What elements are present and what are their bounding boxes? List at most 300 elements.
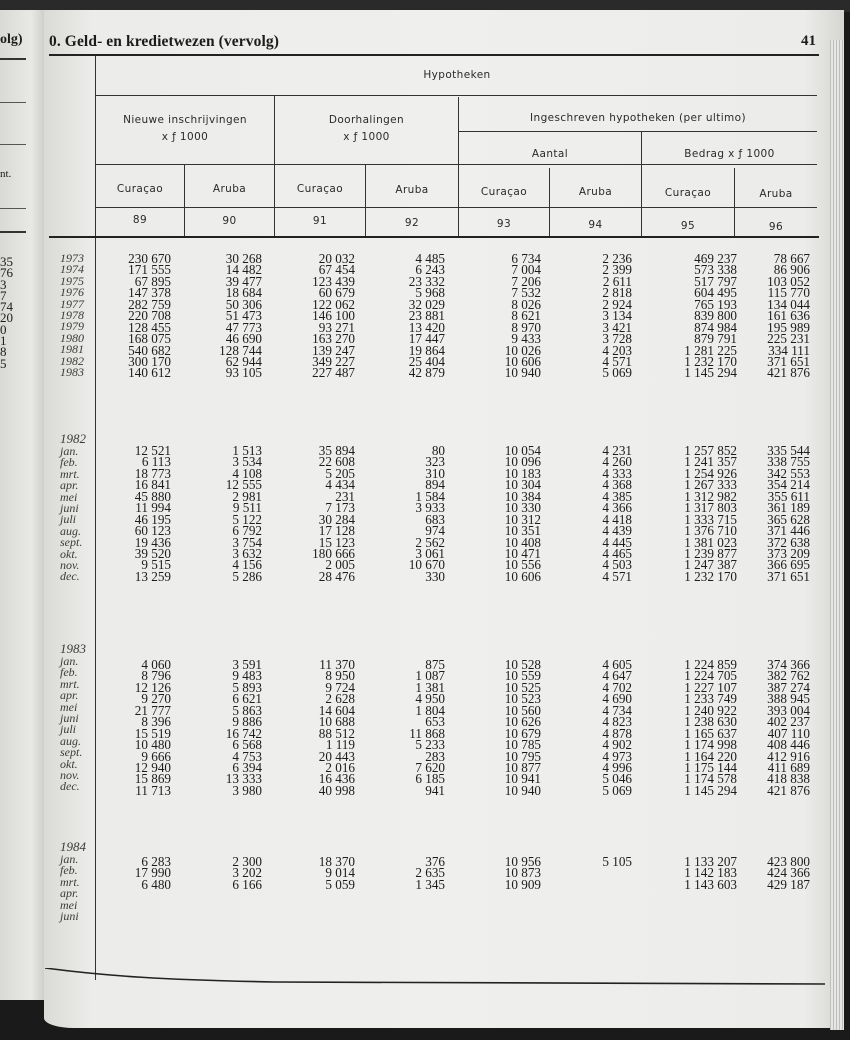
cell-value: 342 553: [767, 465, 810, 481]
group-label: Nieuwe inschrijvingen: [123, 114, 247, 126]
cell-value: 765 193: [694, 296, 737, 312]
cell-value: 4 878: [602, 725, 632, 741]
data-column-95: [684, 445, 737, 582]
row-label: 1978: [60, 307, 84, 322]
cell-value: 9 014: [325, 865, 355, 881]
row-label: sept.: [60, 745, 83, 760]
cell-value: 4 156: [232, 557, 262, 573]
row-label: 1980: [60, 330, 84, 345]
cell-value: 60 679: [318, 285, 355, 301]
cell-value: 78 667: [773, 251, 810, 266]
cell-value: 4 753: [232, 748, 262, 764]
cell-value: 1 119: [325, 737, 355, 753]
cell-value: 6 394: [232, 759, 262, 775]
group-unit: x ƒ 1000: [343, 131, 390, 143]
row-stub-1982: [60, 433, 86, 583]
cell-value: 4 368: [602, 477, 632, 493]
cell-value: 5 863: [232, 702, 262, 718]
cell-value: 2 562: [415, 534, 445, 550]
subgroup-header-count: Aantal: [531, 148, 569, 160]
cell-value: 18 773: [134, 465, 171, 481]
data-column-95: [684, 856, 737, 890]
cell-value: 12 940: [134, 759, 171, 775]
cell-value: 387 274: [767, 679, 810, 695]
section-heading: 1983: [60, 641, 86, 656]
cell-value: 10 525: [504, 679, 541, 695]
cell-value: 4 605: [602, 657, 632, 672]
cell-value: 365 628: [767, 511, 810, 527]
left-page-number: 0: [0, 321, 7, 337]
cell-value: 10 304: [504, 477, 541, 493]
cell-value: 10 688: [318, 714, 355, 730]
cell-value: 35 894: [318, 443, 355, 458]
row-stub-1984: [60, 841, 86, 922]
group-header-new-registrations: [96, 112, 274, 146]
row-label: mei: [60, 489, 78, 504]
cell-value: 879 791: [694, 331, 737, 347]
column-number: 90: [222, 215, 237, 227]
header-rule: [95, 207, 817, 208]
cell-value: 7 004: [511, 262, 541, 278]
row-label: feb.: [60, 863, 78, 878]
cell-value: 10 941: [504, 771, 541, 787]
cell-value: 2 981: [232, 488, 262, 504]
cell-value: 5 105: [602, 854, 632, 869]
cell-value: 376: [425, 854, 445, 869]
cell-value: 3 632: [232, 545, 262, 561]
row-label: aug.: [60, 733, 81, 748]
row-label: 1975: [60, 273, 84, 288]
left-page-number: 76: [0, 265, 13, 281]
cell-value: 93 271: [318, 319, 355, 335]
cell-value: 3 980: [232, 782, 262, 798]
cell-value: 8 621: [511, 308, 541, 324]
cell-value: 4 108: [232, 465, 262, 481]
row-label: mrt.: [60, 466, 80, 481]
cell-value: 103 052: [767, 273, 810, 289]
cell-value: 1 333 715: [684, 511, 737, 527]
row-label: dec.: [60, 779, 80, 794]
cell-value: 51 473: [225, 308, 262, 324]
cell-value: 161 636: [767, 308, 810, 324]
data-column-96: [767, 445, 810, 582]
cell-value: 86 906: [773, 262, 810, 278]
cell-value: 9 270: [141, 691, 171, 707]
cell-value: 50 306: [225, 296, 262, 312]
cell-value: 88 512: [318, 725, 355, 741]
cell-value: 16 841: [134, 477, 171, 493]
cell-value: 10 873: [504, 865, 541, 881]
cell-value: 2 236: [602, 251, 632, 266]
data-column-92: [409, 659, 445, 796]
cell-value: 2 924: [602, 296, 632, 312]
group-header-registered-mortgages: Ingeschreven hypotheken (per ultimo): [530, 112, 746, 124]
data-column-91: [319, 856, 355, 890]
cell-value: 19 436: [134, 534, 171, 550]
cell-value: 839 800: [694, 308, 737, 324]
column-number: 92: [404, 217, 420, 229]
cell-value: 10 183: [504, 465, 541, 481]
cell-value: 2 016: [325, 759, 355, 775]
cell-value: 1 142 183: [684, 865, 737, 881]
cell-value: 894: [425, 477, 445, 493]
cell-value: 4 434: [325, 477, 355, 493]
cell-value: 10 026: [504, 342, 541, 358]
cell-value: 67 454: [318, 262, 355, 278]
cell-value: 10 956: [504, 854, 541, 869]
cell-value: 371 651: [767, 353, 810, 369]
cell-value: 402 237: [767, 714, 810, 730]
cell-value: 1 804: [415, 702, 445, 718]
data-column-91: [312, 445, 355, 582]
cell-value: 300 170: [128, 353, 171, 369]
cell-value: 424 366: [767, 865, 810, 881]
cell-value: 2 399: [602, 262, 632, 278]
left-page-rule: [0, 102, 26, 103]
cell-value: 10 054: [504, 443, 541, 458]
cell-value: 3 202: [232, 865, 262, 881]
cell-value: 6 283: [141, 854, 171, 869]
cell-value: 1 174 578: [684, 771, 737, 787]
cell-value: 1 175 144: [684, 759, 737, 775]
cell-value: 2 611: [602, 273, 632, 289]
cell-value: 45 880: [134, 488, 171, 504]
cell-value: 140 612: [128, 365, 171, 381]
cell-value: 39 520: [134, 545, 171, 561]
row-label: juli: [60, 722, 77, 737]
cell-value: 122 062: [312, 296, 355, 312]
cell-value: 5 046: [602, 771, 632, 787]
row-stub-years: [60, 253, 84, 378]
cell-value: 418 838: [767, 771, 810, 787]
column-number: 93: [496, 218, 512, 230]
left-page-number: 74: [0, 299, 13, 315]
cell-value: 573 338: [694, 262, 737, 278]
row-label: juni: [60, 908, 79, 923]
cell-value: 7 173: [325, 500, 355, 516]
cell-value: 3 061: [415, 545, 445, 561]
row-label: 1979: [60, 319, 84, 334]
cell-value: 10 940: [504, 365, 541, 381]
cell-value: 3 728: [602, 331, 632, 347]
data-column-90: [219, 253, 262, 379]
cell-value: 1 312 982: [684, 488, 737, 504]
cell-value: 1 165 637: [684, 725, 737, 741]
row-label: 1977: [60, 296, 84, 311]
cell-value: 220 708: [128, 308, 171, 324]
cell-value: 1 376 710: [684, 523, 737, 539]
cell-value: 1 247 387: [684, 557, 737, 573]
left-page-rule: [0, 208, 26, 209]
cell-value: 10 408: [504, 534, 541, 550]
cell-value: 1 254 926: [684, 465, 737, 481]
cell-value: 80: [431, 443, 445, 458]
cell-value: 67 895: [134, 273, 171, 289]
cell-value: 9 886: [232, 714, 262, 730]
cell-value: 1 232 170: [684, 353, 737, 369]
cell-value: 10 909: [504, 876, 541, 892]
left-facing-page: [0, 10, 44, 1000]
row-stub-1983: [60, 643, 86, 793]
cell-value: 421 876: [767, 365, 810, 381]
column-label: Curaçao: [116, 183, 164, 195]
cell-value: 231: [335, 488, 355, 504]
cell-value: 42 879: [408, 365, 445, 381]
cell-value: 23 332: [408, 273, 445, 289]
cell-value: 39 477: [225, 273, 262, 289]
cell-value: 9 483: [232, 668, 262, 684]
cell-value: 4 996: [602, 759, 632, 775]
row-label: mei: [60, 897, 78, 912]
cell-value: 4 571: [602, 353, 632, 369]
cell-value: 1 257 852: [684, 443, 737, 458]
header-rule: [95, 95, 817, 96]
cell-value: 382 762: [767, 668, 810, 684]
data-column-90: [226, 659, 262, 796]
cell-value: 421 876: [767, 782, 810, 798]
cell-value: 6 621: [232, 691, 262, 707]
data-column-96: [767, 856, 810, 890]
group-label: Doorhalingen: [328, 114, 405, 126]
cell-value: 4 439: [602, 523, 632, 539]
data-column-93: [505, 253, 541, 379]
cell-value: 3 933: [415, 500, 445, 516]
cell-value: 604 495: [694, 285, 737, 301]
cell-value: 4 823: [602, 714, 632, 730]
cell-value: 1 281 225: [684, 342, 737, 358]
row-label: 1981: [60, 342, 84, 357]
cell-value: 22 608: [318, 454, 355, 470]
left-page-note-fragment: nt.: [0, 168, 12, 180]
cell-value: 11 370: [319, 657, 355, 672]
row-label: mei: [60, 699, 78, 714]
column-label: Curaçao: [664, 187, 712, 199]
cell-value: 1 143 603: [684, 876, 737, 892]
row-label: okt.: [60, 756, 78, 771]
cell-value: 5 205: [325, 465, 355, 481]
cell-value: 3 134: [602, 308, 632, 324]
left-page-number: 1: [0, 333, 7, 349]
row-label: nov.: [60, 557, 80, 572]
cell-value: 6 185: [415, 771, 445, 787]
cell-value: 334 111: [768, 342, 810, 358]
cell-value: 8 396: [141, 714, 171, 730]
column-number: 89: [132, 214, 148, 226]
cell-value: 17 128: [318, 523, 355, 539]
cell-value: 372 638: [767, 534, 810, 550]
cell-value: 19 864: [408, 342, 445, 358]
cell-value: 195 989: [767, 319, 810, 335]
cell-value: 974: [425, 523, 445, 539]
cell-value: 8 026: [511, 296, 541, 312]
cell-value: 5 122: [232, 511, 262, 527]
left-page-number: 5: [0, 355, 7, 371]
cell-value: 30 284: [318, 511, 355, 527]
cell-value: 10 626: [504, 714, 541, 730]
cell-value: 10 606: [504, 568, 541, 584]
data-column-93: [505, 856, 541, 890]
cell-value: 4 418: [602, 511, 632, 527]
cell-value: 4 950: [415, 691, 445, 707]
cell-value: 1 239 877: [684, 545, 737, 561]
cell-value: 4 385: [602, 488, 632, 504]
left-page-rule: [0, 58, 26, 60]
cell-value: 60 123: [134, 523, 171, 539]
column-label: Aruba: [395, 184, 429, 196]
left-page-rule: [0, 144, 26, 145]
cell-value: 517 797: [694, 273, 737, 289]
cell-value: 408 446: [767, 737, 810, 753]
cell-value: 10 096: [504, 454, 541, 470]
column-number: 94: [588, 219, 603, 231]
table-title: Hypotheken: [423, 69, 491, 81]
row-label: apr.: [60, 886, 79, 901]
cell-value: 180 666: [312, 545, 355, 561]
cell-value: 13 333: [225, 771, 262, 787]
cell-value: 12 521: [134, 443, 171, 458]
cell-value: 6 243: [415, 262, 445, 278]
cell-value: 10 606: [504, 353, 541, 369]
cell-value: 4 571: [602, 568, 632, 584]
data-column-89: [128, 253, 171, 379]
data-column-92: [409, 445, 445, 582]
cell-value: 10 523: [504, 691, 541, 707]
data-column-96: [767, 253, 810, 379]
data-column-90: [232, 856, 262, 890]
cell-value: 9 666: [141, 748, 171, 764]
cell-value: 6 113: [141, 454, 171, 470]
cell-value: 1 224 859: [684, 657, 737, 672]
cell-value: 6 734: [511, 251, 541, 266]
cell-value: 3 754: [232, 534, 262, 550]
cell-value: 93 105: [225, 365, 262, 381]
cell-value: 355 611: [767, 488, 810, 504]
cell-value: 941: [425, 782, 445, 798]
cell-value: 4 060: [141, 657, 171, 672]
row-label: juni: [60, 500, 79, 515]
column-label: Curaçao: [296, 183, 344, 195]
cell-value: 1 240 922: [684, 702, 737, 718]
running-title: 0. Geld- en kredietwezen (vervolg): [49, 33, 279, 50]
bottom-rule: [45, 968, 825, 988]
row-label: feb.: [60, 455, 78, 470]
cell-value: 10 785: [504, 737, 541, 753]
column-label: Aruba: [212, 183, 247, 195]
cell-value: 128 455: [128, 319, 171, 335]
data-column-89: [135, 856, 171, 890]
data-column-91: [319, 659, 355, 796]
cell-value: 1 233 749: [684, 691, 737, 707]
cell-value: 21 777: [134, 702, 171, 718]
cell-value: 371 651: [767, 568, 810, 584]
cell-value: 4 702: [602, 679, 632, 695]
row-label: feb.: [60, 665, 78, 680]
header-rule: [95, 164, 817, 165]
cell-value: 2 635: [415, 865, 445, 881]
cell-value: 12 555: [225, 477, 262, 493]
group-header-cancellations: [275, 112, 458, 146]
cell-value: 4 973: [602, 748, 632, 764]
cell-value: 128 744: [219, 342, 262, 358]
cell-value: 354 214: [767, 477, 810, 493]
cell-value: 2 005: [325, 557, 355, 573]
data-column-94: [602, 253, 632, 379]
cell-value: 4 902: [602, 737, 632, 753]
cell-value: 17 447: [408, 331, 445, 347]
top-rule: [49, 54, 819, 56]
cell-value: 1 224 705: [684, 668, 737, 684]
cell-value: 134 044: [767, 296, 810, 312]
cell-value: 10 528: [504, 657, 541, 672]
cell-value: 2 300: [232, 854, 262, 869]
cell-value: 5 968: [415, 285, 445, 301]
row-label: juni: [60, 710, 79, 725]
left-page-number: 20: [0, 310, 13, 326]
cell-value: 1 241 357: [684, 454, 737, 470]
data-column-90: [226, 445, 262, 582]
cell-value: 469 237: [694, 251, 737, 266]
cell-value: 1 345: [415, 876, 445, 892]
cell-value: 1 164 220: [684, 748, 737, 764]
cell-value: 163 270: [312, 331, 355, 347]
cell-value: 361 189: [767, 500, 810, 516]
row-label: dec.: [60, 569, 80, 584]
cell-value: 2 818: [602, 285, 632, 301]
cell-value: 7 620: [415, 759, 445, 775]
cell-value: 683: [425, 511, 445, 527]
cell-value: 10 877: [504, 759, 541, 775]
row-label: jan.: [60, 852, 79, 866]
cell-value: 139 247: [312, 342, 355, 358]
cell-value: 283: [425, 748, 445, 764]
cell-value: 10 351: [504, 523, 541, 539]
row-label: mrt.: [60, 874, 80, 889]
left-page-number: 35: [0, 254, 13, 269]
cell-value: 388 945: [767, 691, 810, 707]
data-column-93: [505, 445, 541, 582]
cell-value: 13 420: [408, 319, 445, 335]
cell-value: 11 713: [135, 782, 171, 798]
left-page-rule: [0, 231, 26, 233]
cell-value: 4 485: [415, 251, 445, 266]
data-column-95: [684, 253, 737, 379]
cell-value: 13 259: [134, 568, 171, 584]
cell-value: 6 480: [141, 876, 171, 892]
cell-value: 9 511: [232, 500, 262, 516]
cell-value: 10 471: [504, 545, 541, 561]
cell-value: 6 568: [232, 737, 262, 753]
cell-value: 1 133 207: [684, 854, 737, 869]
cell-value: 20 443: [318, 748, 355, 764]
cell-value: 4 690: [602, 691, 632, 707]
data-column-94: [602, 856, 632, 867]
cell-value: 4 445: [602, 534, 632, 550]
cell-value: 10 940: [504, 782, 541, 798]
cell-value: 366 695: [767, 557, 810, 573]
cell-value: 393 004: [767, 702, 810, 718]
row-label: 1982: [60, 353, 84, 368]
cell-value: 874 984: [694, 319, 737, 335]
cell-value: 4 203: [602, 342, 632, 358]
subgroup-header-amount: Bedrag x ƒ 1000: [684, 148, 775, 160]
row-label: 1976: [60, 285, 84, 300]
cell-value: 10 670: [408, 557, 445, 573]
cell-value: 8 970: [511, 319, 541, 335]
cell-value: 32 029: [408, 296, 445, 312]
cell-value: 16 742: [225, 725, 262, 741]
cell-value: 371 446: [767, 523, 810, 539]
cell-value: 374 366: [767, 657, 810, 672]
